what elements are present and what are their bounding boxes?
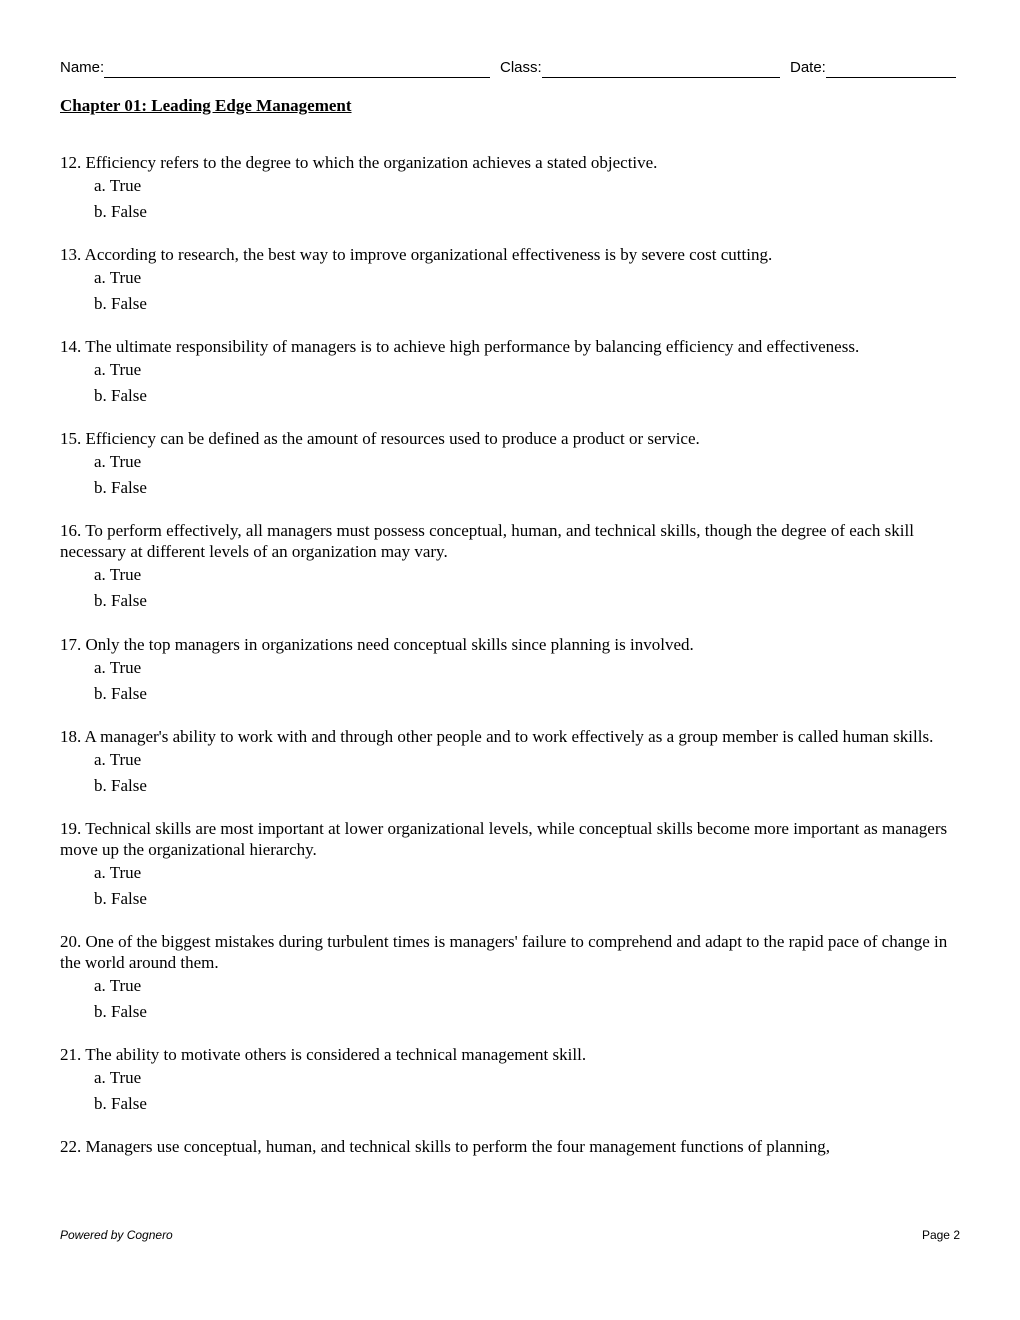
question-text: 15. Efficiency can be defined as the amount of resources used to produce a product or service. [60, 429, 700, 448]
question-item [60, 726, 960, 799]
question-text: 16. To perform effectively, all managers must possess conceptual, human, and technical skills, though the degree of each skill necessary at different levels of an organization may vary. [60, 521, 914, 561]
date-label: Date: [790, 59, 826, 76]
option-false[interactable]: b. False [94, 1094, 147, 1113]
question-item [60, 634, 960, 707]
question-list [60, 152, 960, 1157]
chapter-title: Chapter 01: Leading Edge Management [60, 96, 352, 115]
page-number: Page 2 [921, 1228, 960, 1242]
question-item [60, 931, 960, 1025]
question-text: 22. Managers use conceptual, human, and technical skills to perform the four management functions of planning, [60, 1137, 830, 1156]
question-text: 12. Efficiency refers to the degree to which the organization achieves a stated objective. [60, 153, 658, 172]
option-true[interactable]: a. True [94, 360, 142, 379]
question-text: 13. According to research, the best way to improve organizational effectiveness is by severe cost cutting. [60, 245, 773, 264]
question-item [60, 428, 960, 501]
class-label: Class: [500, 59, 542, 76]
question-item [60, 152, 960, 225]
option-false[interactable]: b. False [94, 776, 147, 795]
question-text: 14. The ultimate responsibility of managers is to achieve high performance by balancing efficiency and effectiveness. [60, 337, 860, 356]
option-false[interactable]: b. False [94, 202, 147, 221]
question-text: 21. The ability to motivate others is considered a technical management skill. [60, 1045, 587, 1064]
option-false[interactable]: b. False [94, 294, 147, 313]
question-item [60, 1136, 960, 1157]
question-item [60, 520, 960, 614]
option-true[interactable]: a. True [94, 452, 142, 471]
option-false[interactable]: b. False [94, 591, 147, 610]
question-text: 17. Only the top managers in organizations need conceptual skills since planning is involved. [60, 635, 694, 654]
question-text: 20. One of the biggest mistakes during turbulent times is managers' failure to comprehend and adapt to the rapid pace of change in the world around them. [60, 932, 948, 972]
question-item [60, 818, 960, 912]
name-field[interactable] [60, 58, 490, 78]
option-false[interactable]: b. False [94, 386, 147, 405]
name-blank-line[interactable] [104, 58, 490, 78]
option-true[interactable]: a. True [94, 1068, 142, 1087]
option-true[interactable]: a. True [94, 658, 142, 677]
option-false[interactable]: b. False [94, 1002, 147, 1021]
option-true[interactable]: a. True [94, 565, 142, 584]
option-false[interactable]: b. False [94, 478, 147, 497]
question-item [60, 244, 960, 317]
date-field[interactable] [790, 58, 956, 78]
option-false[interactable]: b. False [94, 889, 147, 908]
powered-by-text: Powered by Cognero [60, 1228, 173, 1242]
option-true[interactable]: a. True [94, 268, 142, 287]
option-false[interactable]: b. False [94, 684, 147, 703]
class-blank-line[interactable] [542, 58, 780, 78]
worksheet-header [60, 58, 960, 80]
name-label: Name: [60, 59, 105, 76]
question-text: 19. Technical skills are most important at lower organizational levels, while conceptual skills become more important as managers move up the organizational hierarchy. [60, 819, 948, 859]
question-item [60, 1044, 960, 1117]
question-text: 18. A manager's ability to work with and through other people and to work effectively as a group member is called human skills. [60, 727, 934, 746]
option-true[interactable]: a. True [94, 863, 142, 882]
option-true[interactable]: a. True [94, 976, 142, 995]
option-true[interactable]: a. True [94, 176, 142, 195]
class-field[interactable] [500, 58, 780, 78]
option-true[interactable]: a. True [94, 750, 142, 769]
date-blank-line[interactable] [826, 58, 956, 78]
question-item [60, 336, 960, 409]
